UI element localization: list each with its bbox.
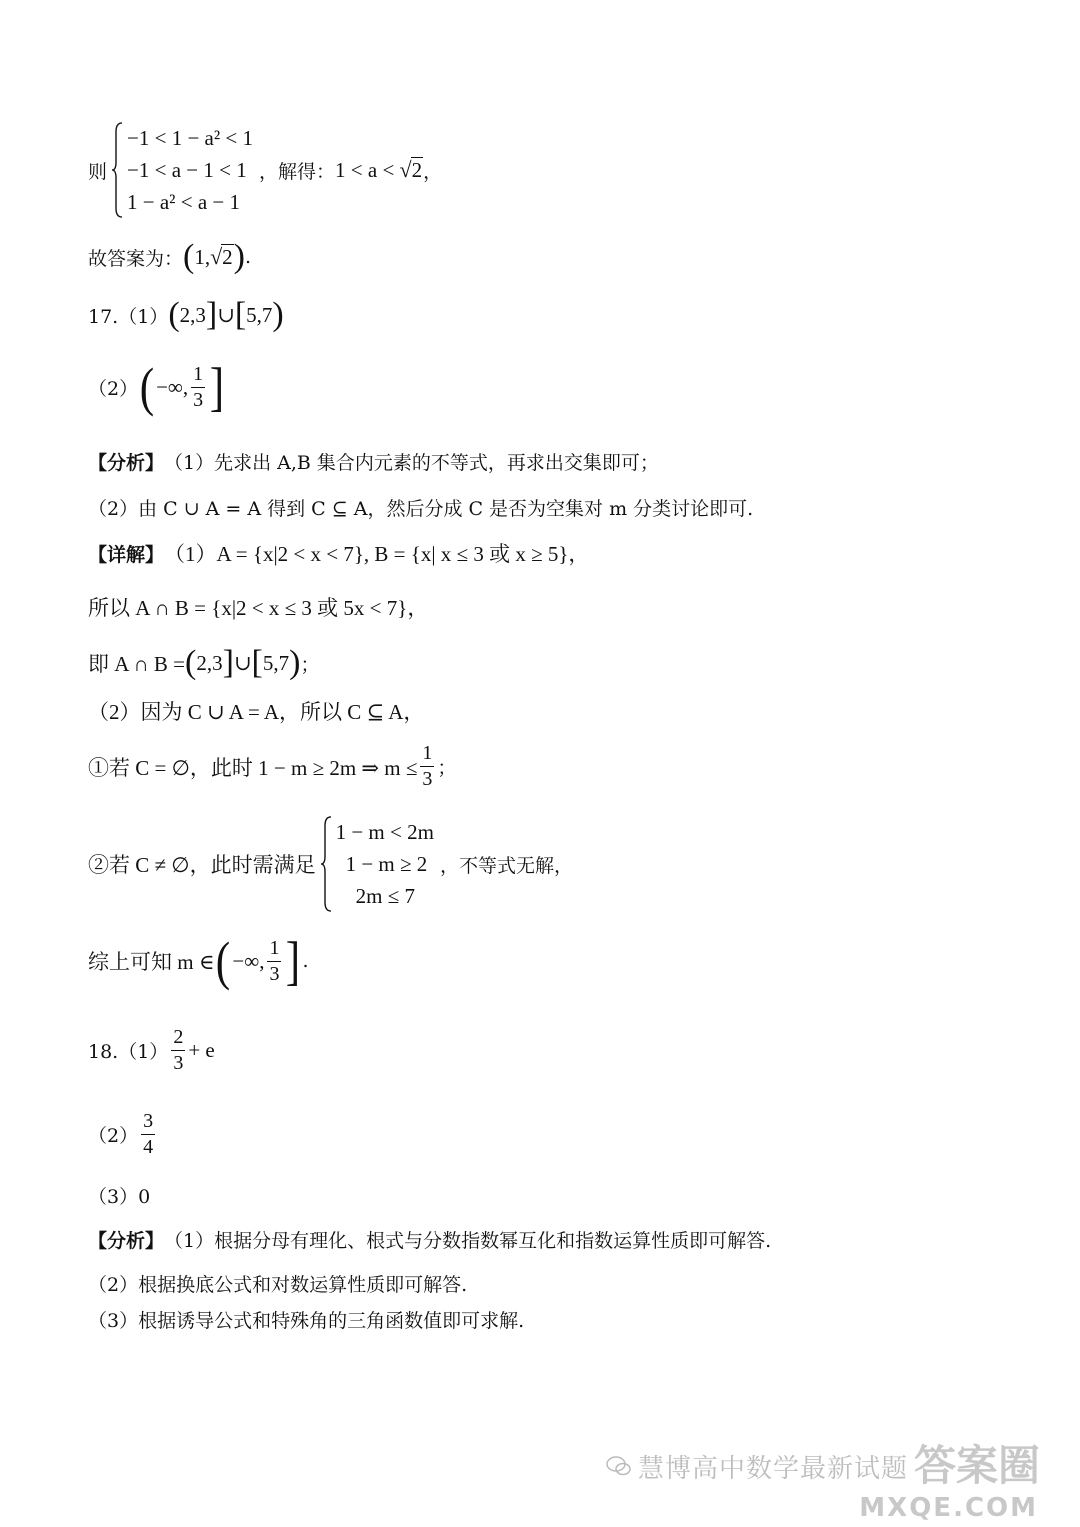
interval-a: 2,3 [196, 650, 223, 675]
detail-tag: 【详解】 [88, 543, 165, 566]
sec17-ans2-label: （2） [88, 377, 139, 400]
frac-den: 4 [143, 1136, 154, 1158]
detail-text: （2）因为 C ∪ A = A，所以 C ⊆ A， [88, 700, 425, 724]
sec17-sys-row: 1 − m ≥ 2 [345, 852, 428, 876]
sec18-analysis1 [88, 1226, 771, 1253]
sec17-ans1-b: 5,7 [246, 302, 273, 327]
detail-text: （1）A = {x|2 < x < 7}, B = {x| x ≤ 3 或 x ≥ 5}， [164, 542, 590, 566]
brace-icon [111, 122, 123, 218]
analysis-text: （1）根据分母有理化、根式与分数指数幂互化和指数运算性质即可解答. [164, 1230, 772, 1252]
sec17-ans1-a: 2,3 [179, 302, 206, 327]
sec17-conclusion [88, 931, 309, 991]
sec18-ans2-label: （2） [88, 1125, 139, 1147]
analysis-text: （2）根据换底公式和对数运算性质即可解答. [88, 1274, 468, 1296]
sec18-ans3-text: （3）0 [88, 1186, 151, 1208]
sec17-detail2 [88, 592, 428, 622]
sec18-ans3 [88, 1182, 150, 1209]
sec17-ans2-lhs: −∞, [156, 374, 189, 399]
sec17-detail4 [88, 696, 424, 726]
conclusion-tail: . [302, 950, 309, 972]
fraction [420, 742, 434, 791]
sec16-result-tail: ， [423, 160, 443, 183]
sec17-sys-row: 2m ≤ 7 [355, 884, 415, 908]
frac-den: 3 [269, 962, 280, 985]
sec16-answer-tail: . [245, 246, 252, 268]
sec16-result-lhs: 1 < a < [335, 158, 395, 182]
analysis-text: （2）由 C ∪ A = A 得到 C ⊆ A，然后分成 C 是否为空集对 m 分类讨论即可. [88, 498, 754, 520]
sqrt-symbol: √ 2 [210, 244, 233, 269]
sec17-sys-row: 1 − m < 2m [335, 820, 434, 844]
frac-den: 3 [173, 1052, 184, 1074]
fraction [267, 937, 281, 986]
sec17-analysis1 [88, 448, 659, 475]
sec16-system [111, 122, 253, 218]
case2-text: ②若 C ≠ ∅，此时需满足 [88, 853, 316, 877]
sec17-case1 [88, 742, 456, 791]
sec18-num: 18.（1） [88, 1041, 169, 1063]
analysis-text: （1）先求出 A,B 集合内元素的不等式，再求出交集即可； [164, 452, 659, 474]
sec17-ans2: ( −∞, $\frac{1}{3}$ ] [139, 357, 225, 417]
frac-den: 3 [422, 768, 433, 790]
sec18-analysis3 [88, 1306, 524, 1333]
sec16-result [335, 157, 423, 183]
sec16-answer-label: 故答案为： [88, 247, 184, 270]
sec18-ans1 [88, 1026, 215, 1075]
sec16-answer-rad: 2 [222, 245, 233, 269]
sec16-sys-row: 1 − a² < a − 1 [127, 190, 240, 214]
conclusion-inner: −∞, [232, 948, 265, 973]
sec17-system [320, 816, 434, 912]
analysis-text: （3）根据诱导公式和特殊角的三角函数值即可求解. [88, 1310, 525, 1332]
sec17-detail3 [88, 646, 319, 680]
frac-den: 3 [193, 388, 204, 411]
case2-tail: ，不等式无解， [439, 854, 573, 877]
sec17-ans1-mid: ∪ [217, 302, 235, 327]
sec16-system-line [88, 122, 442, 218]
case1-tail: ； [437, 757, 457, 779]
detail-tail: ； [300, 653, 320, 676]
frac-num: 1 [267, 937, 281, 962]
interval-union: ( 2,3 ] ∪ [ 5,7 ) [185, 644, 301, 681]
sqrt-symbol: √ 2 [399, 157, 423, 182]
interval-b: 5,7 [262, 650, 290, 675]
detail-text: 所以 A ∩ B = {x|2 < x ≤ 3 或 5x < 7}， [88, 596, 429, 620]
watermark-text: 慧博高中数学最新试题 [637, 1453, 908, 1484]
frac-num: 1 [420, 742, 434, 767]
sec16-jiede: ，解得： [259, 160, 336, 183]
sec17-case2 [88, 816, 573, 912]
fraction [171, 1026, 185, 1075]
sec17-detail1 [88, 538, 589, 568]
frac-num: 3 [141, 1110, 155, 1135]
sec16-sys-row: −1 < 1 − a² < 1 [127, 126, 254, 150]
sec17-num: 17.（1） [88, 305, 169, 328]
analysis-tag: 【分析】 [88, 452, 165, 474]
case1-text: ①若 C = ∅，此时 1 − m ≥ 2m ⇒ m ≤ [88, 755, 418, 780]
frac-num: 1 [191, 363, 205, 388]
sec16-answer: ( 1, √ 2 ) [183, 238, 245, 275]
sec16-sys-row: −1 < a − 1 < 1 [127, 158, 247, 182]
conclusion-text: 综上可知 m ∈ [88, 950, 215, 974]
wechat-icon [606, 1456, 632, 1476]
sec16-ze: 则 [88, 160, 108, 183]
sec17-ans1: ( 2,3 ] ∪ [ 5,7 ) [168, 296, 284, 333]
detail-text: 即 A ∩ B = [88, 652, 186, 676]
sec18-analysis2 [88, 1270, 467, 1297]
conclusion-interval: ( −∞, $\frac{1}{3}$ ] [216, 931, 301, 991]
sec16-result-rad: 2 [411, 158, 423, 182]
fraction [191, 363, 205, 412]
sec17-analysis2 [88, 494, 753, 521]
watermark-site: MXQE.COM [859, 1493, 1038, 1523]
sec18-ans1-tail: + e [188, 1038, 215, 1062]
sec18-ans2 [88, 1110, 158, 1159]
union-symbol: ∪ [233, 650, 252, 675]
sec16-answer-line [88, 240, 251, 274]
brace-icon [320, 816, 332, 912]
fraction [141, 1110, 155, 1159]
frac-num: 2 [171, 1026, 185, 1051]
sec17-ans2-line [88, 357, 226, 417]
sec16-answer-left: 1, [194, 244, 211, 269]
analysis-tag: 【分析】 [88, 1230, 165, 1252]
watermark [606, 1441, 1040, 1490]
watermark-logo: 答案圈 [913, 1441, 1040, 1490]
sec17-ans1-line [88, 298, 284, 332]
